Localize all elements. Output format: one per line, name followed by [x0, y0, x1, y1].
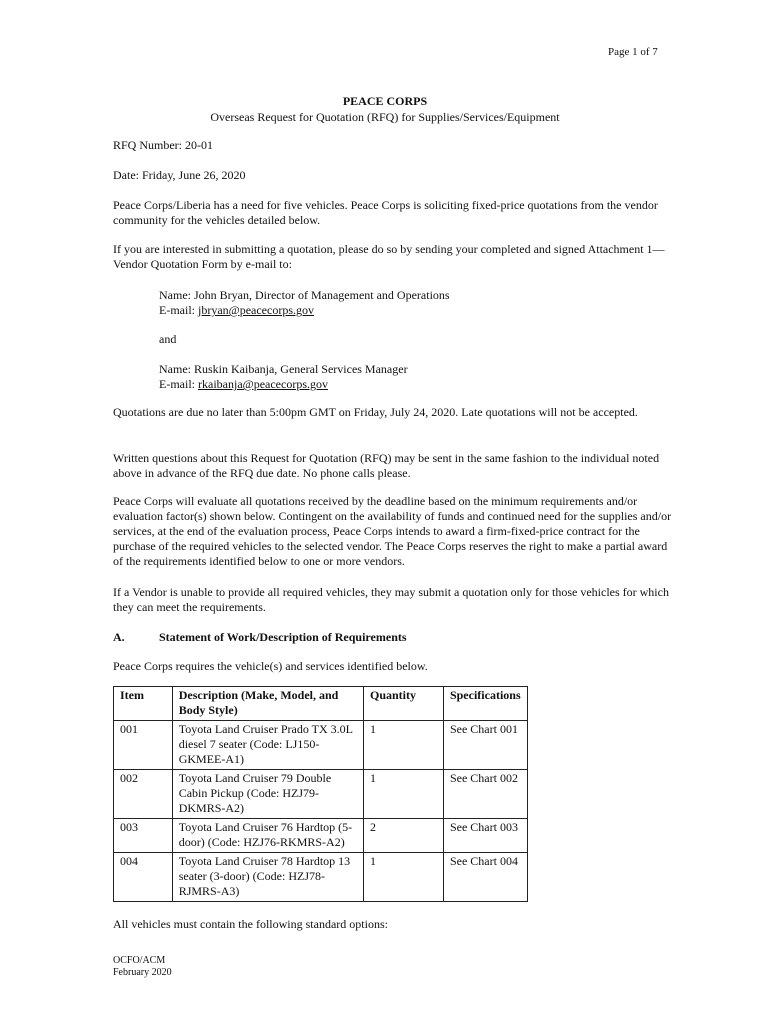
contact-2-email-link[interactable]: rkaibanja@peacecorps.gov — [198, 377, 328, 391]
section-a-title: Statement of Work/Description of Requirements — [159, 630, 407, 644]
contact-2 — [159, 362, 639, 392]
page-number: Page 1 of 7 — [608, 46, 658, 58]
submission-paragraph: If you are interested in submitting a quotation, please do so by sending your completed and signed Attachment 1—Vendor Quotation Form by e-mail to: — [113, 242, 665, 271]
cell-quantity: 1 — [364, 853, 444, 902]
cell-specifications: See Chart 001 — [443, 721, 527, 770]
intro-paragraph: Peace Corps/Liberia has a need for five vehicles. Peace Corps is soliciting fixed-price quotations from the vendor community for the vehicles detailed below. — [113, 198, 658, 227]
contact-2-name: Name: Ruskin Kaibanja, General Services Manager — [159, 362, 408, 376]
table-row — [114, 819, 528, 853]
rfq-date: Date: Friday, June 26, 2020 — [113, 168, 246, 182]
table-row — [114, 853, 528, 902]
requirements-table — [113, 686, 528, 902]
section-a-heading — [113, 630, 533, 645]
contact-1-email-label: E-mail: — [159, 303, 198, 317]
cell-description: Toyota Land Cruiser 78 Hardtop 13 seater (3-door) (Code: HZJ78-RJMRS-A3) — [172, 853, 363, 902]
evaluation-paragraph: Peace Corps will evaluate all quotations received by the deadline based on the minimum requirements and/or evaluation factor(s) shown below. Contingent on the availability of funds and continued need for the supplies and/or services, at the end of the evaluation process, Peace Corps intends to award a firm-fixed-price contract for the purchase of the required vehicles to the selected vendor. The Peace Corps reserves the right to make a partial award of the requirements identified below to one or more vendors. — [113, 494, 672, 568]
document-subtitle: Overseas Request for Quotation (RFQ) for Supplies/Services/Equipment — [210, 110, 560, 124]
contact-1-email-line — [159, 303, 639, 318]
section-a-letter: A. — [113, 630, 125, 644]
footer-date: February 2020 — [113, 967, 172, 978]
table-row — [114, 770, 528, 819]
page-footer — [113, 955, 172, 979]
questions-paragraph: Written questions about this Request for Quotation (RFQ) may be sent in the same fashion to the individual noted above in advance of the RFQ due date. No phone calls please. — [113, 451, 660, 480]
contact-1-name: Name: John Bryan, Director of Management and Operations — [159, 288, 450, 302]
cell-item: 003 — [114, 819, 173, 853]
column-header-description: Description (Make, Model, and Body Style) — [172, 687, 363, 721]
contact-1-email-link[interactable]: jbryan@peacecorps.gov — [198, 303, 315, 317]
column-header-specifications: Specifications — [443, 687, 527, 721]
cell-description: Toyota Land Cruiser 79 Double Cabin Pickup (Code: HZJ79-DKMRS-A2) — [172, 770, 363, 819]
contact-2-email-label: E-mail: — [159, 377, 198, 391]
cell-quantity: 1 — [364, 721, 444, 770]
cell-specifications: See Chart 003 — [443, 819, 527, 853]
cell-item: 002 — [114, 770, 173, 819]
document-title: PEACE CORPS — [342, 94, 428, 108]
standard-options-intro: All vehicles must contain the following standard options: — [113, 917, 388, 931]
rfq-number: RFQ Number: 20-01 — [113, 138, 213, 152]
cell-specifications: See Chart 004 — [443, 853, 527, 902]
column-header-quantity: Quantity — [364, 687, 444, 721]
and-separator: and — [159, 332, 177, 346]
table-row — [114, 721, 528, 770]
cell-quantity: 1 — [364, 770, 444, 819]
cell-quantity: 2 — [364, 819, 444, 853]
table-header-row — [114, 687, 528, 721]
cell-specifications: See Chart 002 — [443, 770, 527, 819]
cell-item: 004 — [114, 853, 173, 902]
cell-item: 001 — [114, 721, 173, 770]
cell-description: Toyota Land Cruiser Prado TX 3.0L diesel 7 seater (Code: LJ150-GKMEE-A1) — [172, 721, 363, 770]
cell-description: Toyota Land Cruiser 76 Hardtop (5-door) (Code: HZJ76-RKMRS-A2) — [172, 819, 363, 853]
due-paragraph: Quotations are due no later than 5:00pm GMT on Friday, July 24, 2020. Late quotations will not be accepted. — [113, 405, 638, 419]
column-header-item: Item — [114, 687, 173, 721]
partial-award-paragraph: If a Vendor is unable to provide all required vehicles, they may submit a quotation only for those vehicles for which they can meet the requirements. — [113, 585, 669, 614]
contact-2-email-line — [159, 377, 639, 392]
contact-1 — [159, 288, 639, 318]
footer-office: OCFO/ACM — [113, 955, 166, 966]
requirements-intro: Peace Corps requires the vehicle(s) and services identified below. — [113, 659, 428, 673]
